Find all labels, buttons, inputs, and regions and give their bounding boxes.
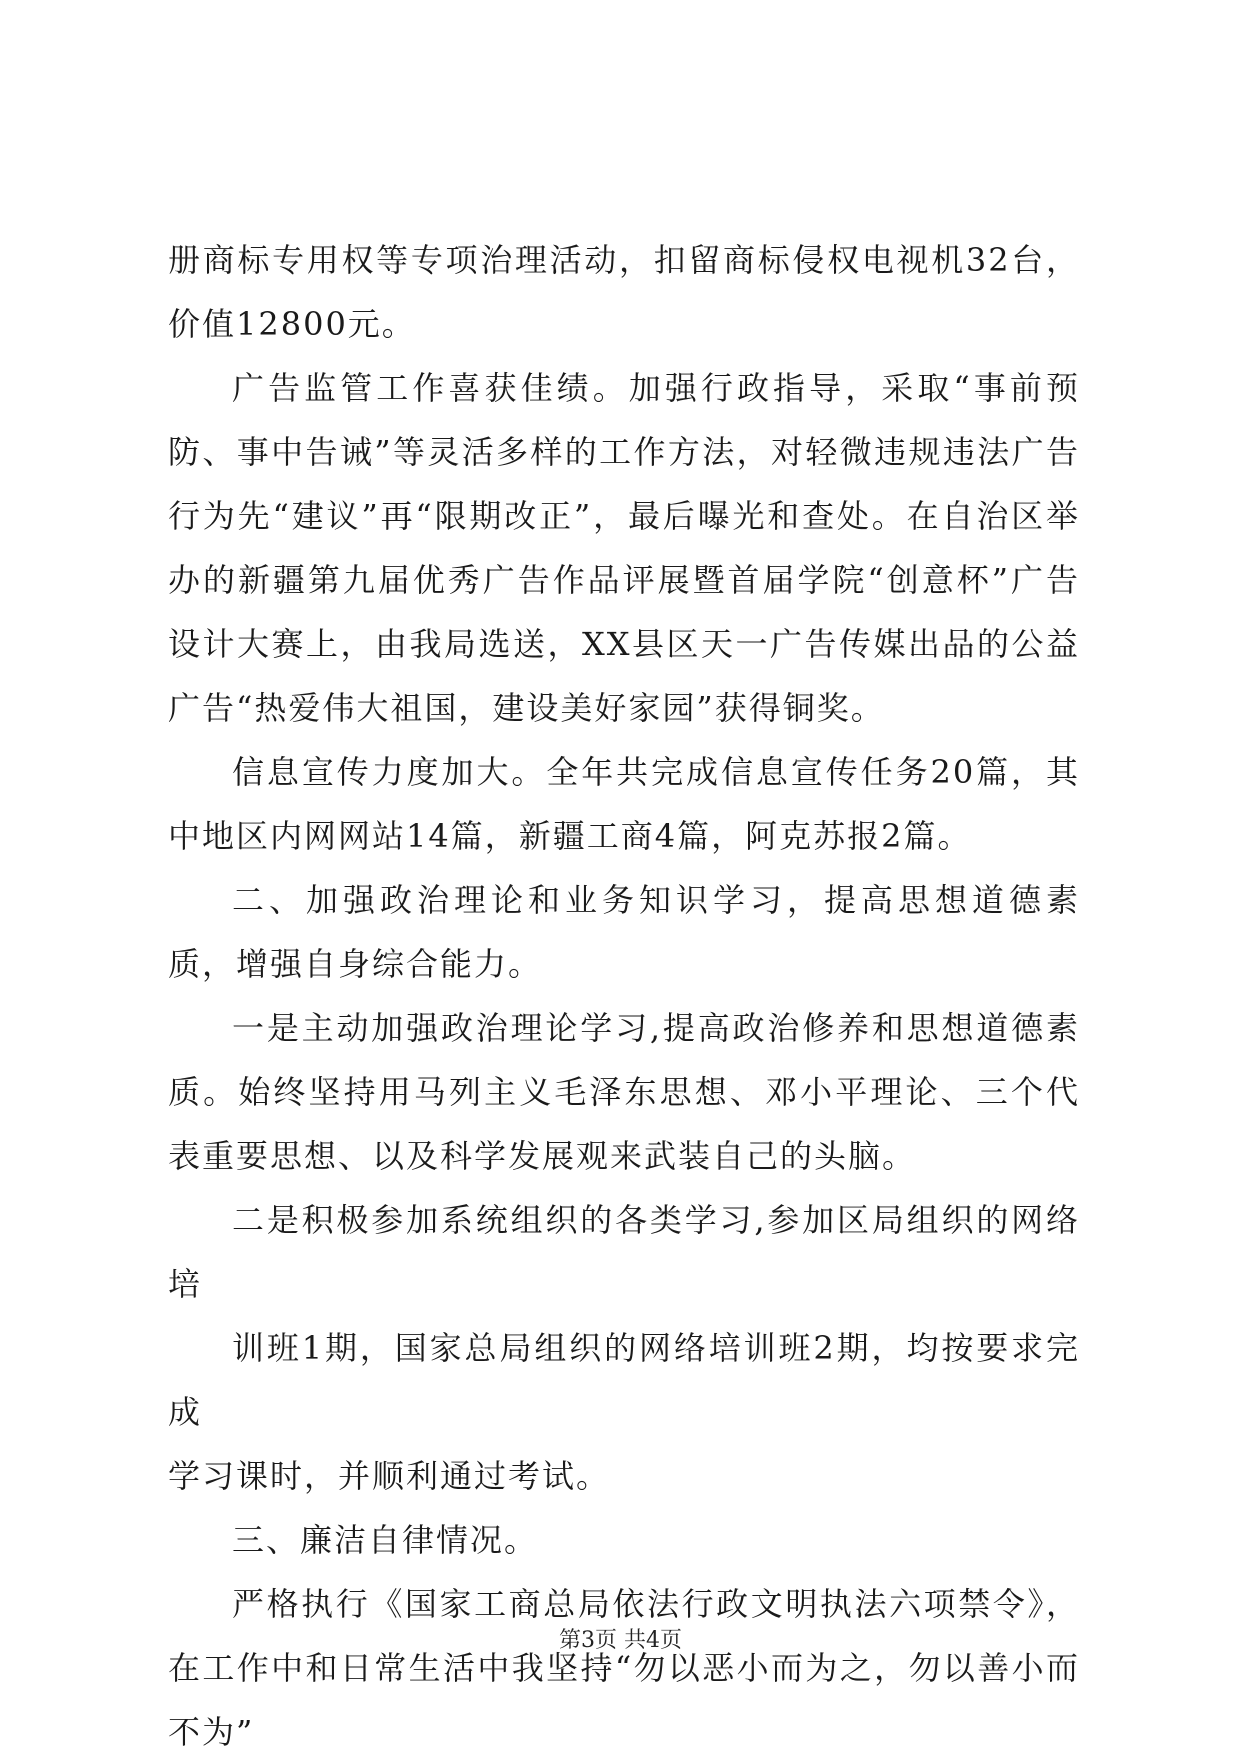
section-heading: 二、加强政治理论和业务知识学习，提高思想道德素质，增强自身综合能力。 (168, 881, 1080, 983)
paragraph: 信息宣传力度加大。全年共完成信息宣传任务20篇，其中地区内网网站14篇，新疆工商4篇，阿克苏报2篇。 (168, 753, 1080, 855)
document-body (168, 228, 1080, 1764)
paragraph: 学习课时，并顺利通过考试。 (168, 1457, 611, 1495)
paragraph: 二是积极参加系统组织的各类学习,参加区局组织的网络培 (168, 1201, 1080, 1303)
paragraph: 严格执行《国家工商总局依法行政文明执法六项禁令》，在工作中和日常生活中我坚持“勿以恶小而为之，勿以善小而不为” (168, 1585, 1080, 1751)
paragraph: 广告监管工作喜获佳绩。加强行政指导，采取“事前预防、事中告诫”等灵活多样的工作方法，对轻微违规违法广告行为先“建议”再“限期改正”，最后曝光和查处。在自治区举办的新疆第九届优秀广告作品评展暨首届学院“创意杯”广告设计大赛上，由我局选送，XX县区天一广告传媒出品的公益广告“热爱伟大祖国，建设美好家园”获得铜奖。 (168, 369, 1080, 727)
section-heading: 三、廉洁自律情况。 (232, 1521, 539, 1559)
paragraph: 册商标专用权等专项治理活动，扣留商标侵权电视机32台，价值12800元。 (168, 241, 1080, 343)
paragraph: 一是主动加强政治理论学习,提高政治修养和思想道德素质。始终坚持用马列主义毛泽东思想、邓小平理论、三个代表重要思想、以及科学发展观来武装自己的头脑。 (168, 1009, 1080, 1175)
paragraph: 训班1期，国家总局组织的网络培训班2期，均按要求完成 (168, 1329, 1080, 1431)
page-number-footer: 第3页 共4页 (559, 1628, 682, 1653)
